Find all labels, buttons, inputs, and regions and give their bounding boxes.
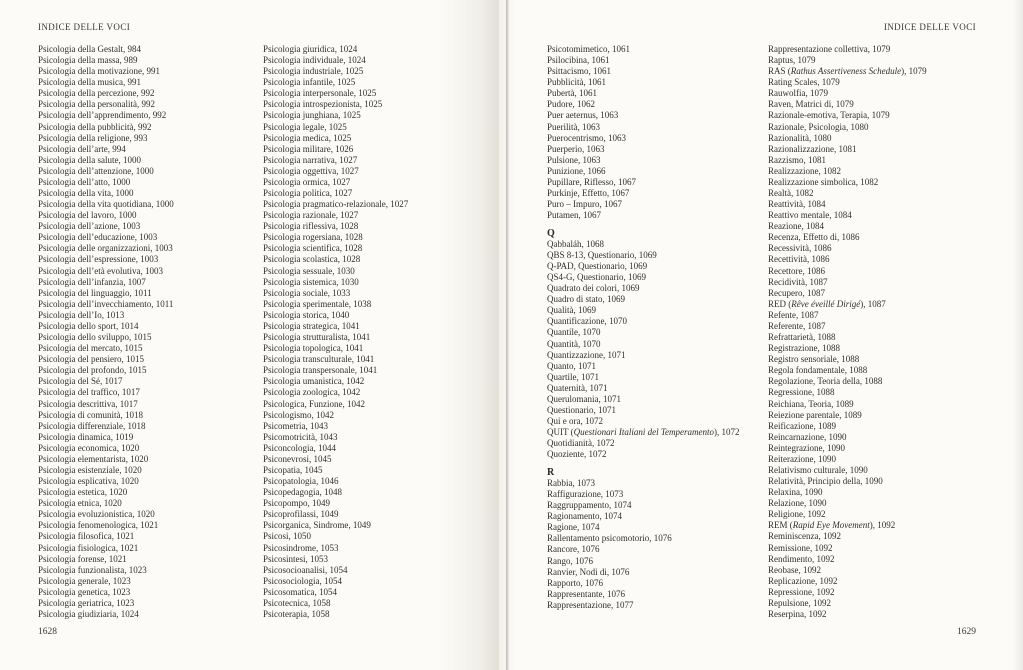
- index-entry: Recettore, 1086: [768, 265, 825, 276]
- index-entry: Psicologia di comunità, 1018: [38, 409, 143, 420]
- index-entry: Quantificazione, 1070: [547, 316, 627, 327]
- index-entry: Realizzazione simbolica, 1082: [768, 176, 879, 187]
- index-entry: Psicologia della personalità, 992: [38, 99, 155, 110]
- index-entry: Quartile, 1071: [547, 371, 599, 382]
- index-entry: Psicologia esplicativa, 1020: [38, 476, 139, 487]
- index-entry: Quantile, 1070: [547, 327, 601, 338]
- index-entry: Ragione, 1074: [547, 522, 600, 533]
- index-entry: Rappresentazione, 1077: [547, 599, 634, 610]
- index-entry: Psicologia della vita quotidiana, 1000: [38, 199, 174, 210]
- index-entry: Refente, 1087: [768, 309, 819, 320]
- index-entry: Psicologia della salute, 1000: [38, 154, 141, 165]
- index-entry: Quantità, 1070: [547, 338, 601, 349]
- index-entry: Psicologia militare, 1026: [263, 143, 354, 154]
- index-entry: Reiezione parentale, 1089: [768, 409, 862, 420]
- index-entry: Regolazione, Teoria della, 1088: [768, 376, 883, 387]
- index-entry: Rating Scales, 1079: [768, 77, 840, 88]
- index-entry: Psicosomatica, 1054: [263, 586, 337, 597]
- index-entry: Raggruppamento, 1074: [547, 500, 632, 511]
- index-entry: Psicopompo, 1049: [263, 498, 331, 509]
- index-entry: Psicologia economica, 1020: [38, 442, 140, 453]
- index-entry: Psicologia dell’arte, 994: [38, 143, 126, 154]
- index-entry: Qualità, 1069: [547, 305, 596, 316]
- index-column-4: [768, 44, 983, 620]
- index-entry: Repressione, 1092: [768, 586, 835, 597]
- index-entry: Psicologia elementarista, 1020: [38, 453, 149, 464]
- running-head-right: INDICE DELLE VOCI: [883, 22, 976, 32]
- index-entry: Puro – Impuro, 1067: [547, 199, 622, 210]
- index-entry: Pudore, 1062: [547, 99, 595, 110]
- index-entry: Recupero, 1087: [768, 287, 825, 298]
- index-entry: Psicotomimetico, 1061: [547, 44, 630, 54]
- index-entry: Pubblicità, 1061: [547, 77, 606, 88]
- index-entry: Psicotecnica, 1058: [263, 597, 331, 608]
- index-entry: Rango, 1076: [547, 555, 593, 566]
- index-entry: Rabbia, 1073: [547, 477, 595, 488]
- index-entry: Religione, 1092: [768, 509, 826, 520]
- index-entry: Psicologia sociale, 1033: [263, 287, 351, 298]
- index-entry: Rendimento, 1092: [768, 553, 835, 564]
- index-entry: Reichiana, Teoria, 1089: [768, 398, 854, 409]
- index-entry: Psicologia dell’espressione, 1003: [38, 254, 159, 265]
- index-entry: Reincarnazione, 1090: [768, 431, 847, 442]
- index-entry: Psicologia descrittiva, 1017: [38, 398, 138, 409]
- index-entry: Reintegrazione, 1090: [768, 442, 845, 453]
- index-entry: Psicologia fisiologica, 1021: [38, 542, 139, 553]
- index-entry: Psiconcologia, 1044: [263, 442, 336, 453]
- index-entry: Psicologia riflessiva, 1028: [263, 221, 359, 232]
- index-entry: Psicologia dello sport, 1014: [38, 320, 139, 331]
- index-entry: Puerocentrismo, 1063: [547, 132, 626, 143]
- index-entry: Reazione, 1084: [768, 221, 824, 232]
- index-entry: Querulomania, 1071: [547, 393, 621, 404]
- index-entry: Raven, Matrici di, 1079: [768, 99, 854, 110]
- page-right: [499, 0, 1023, 670]
- index-entry: Psicologia rogersiana, 1028: [263, 232, 363, 243]
- index-entry: Ragionamento, 1074: [547, 511, 622, 522]
- index-entry: Punizione, 1066: [547, 165, 606, 176]
- index-entry: Psicologia sperimentale, 1038: [263, 298, 372, 309]
- index-entry: Psicologia della Gestalt, 984: [38, 44, 141, 54]
- index-entry: Realtà, 1082: [768, 188, 814, 199]
- index-entry: QBS 8-13, Questionario, 1069: [547, 249, 657, 260]
- index-entry: Psicologia dell’età evolutiva, 1003: [38, 265, 163, 276]
- index-entry: Psicologia della percezione, 992: [38, 88, 155, 99]
- index-entry: Psicologia scientifica, 1028: [263, 243, 363, 254]
- index-entry: Raffigurazione, 1073: [547, 489, 624, 500]
- index-entry: Psicologica, Funzione, 1042: [263, 398, 365, 409]
- index-entry: Psicologia dell’educazione, 1003: [38, 232, 158, 243]
- index-entry: Psicologia strutturalista, 1041: [263, 332, 371, 343]
- index-entry: Psicologia del pensiero, 1015: [38, 354, 144, 365]
- index-entry: Qui e ora, 1072: [547, 416, 603, 427]
- index-entry: Psicologia zoologica, 1042: [263, 387, 361, 398]
- index-entry: Quoziente, 1072: [547, 449, 607, 460]
- index-entry: Psicologia esistenziale, 1020: [38, 464, 142, 475]
- index-entry: Reificazione, 1089: [768, 420, 836, 431]
- index-entry: Pubertà, 1061: [547, 88, 597, 99]
- index-entry: Quadrato dei colori, 1069: [547, 283, 640, 294]
- index-entry: Psiconevrosi, 1045: [263, 453, 332, 464]
- index-entry: Psicologia della vita, 1000: [38, 188, 134, 199]
- index-entry: Psicologia estetica, 1020: [38, 487, 128, 498]
- index-entry: Reiterazione, 1090: [768, 453, 836, 464]
- index-entry: Recidività, 1087: [768, 276, 828, 287]
- index-entry: Psicologia junghiana, 1025: [263, 110, 361, 121]
- index-entry: Psicologia etnica, 1020: [38, 498, 122, 509]
- index-entry: Psicologia dinamica, 1019: [38, 431, 134, 442]
- index-entry: Psicologia dell’apprendimento, 992: [38, 110, 167, 121]
- index-entry: Reattività, 1084: [768, 199, 826, 210]
- index-entry: Replicazione, 1092: [768, 575, 838, 586]
- index-entry: RED (Rêve éveillé Dirigé), 1087: [768, 298, 886, 309]
- index-entry: Psicosindrome, 1053: [263, 542, 339, 553]
- index-entry: Psicologia introspezionista, 1025: [263, 99, 383, 110]
- index-entry: Puer aeternus, 1063: [547, 110, 619, 121]
- index-entry: Psicoterapia, 1058: [263, 608, 330, 619]
- index-entry: Reserpina, 1092: [768, 608, 827, 619]
- index-entry: Quadro di stato, 1069: [547, 294, 625, 305]
- index-entry: Razionalità, 1080: [768, 132, 832, 143]
- index-entry: Psicologia della religione, 993: [38, 132, 148, 143]
- index-entry: Psicologia geriatrica, 1023: [38, 597, 135, 608]
- index-entry: Rancore, 1076: [547, 544, 600, 555]
- index-entry: Psicologia genetica, 1023: [38, 586, 131, 597]
- index-column-2: [263, 44, 481, 620]
- index-entry: Remissione, 1092: [768, 542, 833, 553]
- index-entry: Psicoprofilassi, 1049: [263, 509, 339, 520]
- index-entry: Psicologia giuridica, 1024: [263, 44, 358, 54]
- index-entry: Puerperio, 1063: [547, 143, 605, 154]
- index-entry: Psicologia dell’Io, 1013: [38, 309, 125, 320]
- index-entry: Rapporto, 1076: [547, 577, 603, 588]
- index-entry: Psicologia umanistica, 1042: [263, 376, 365, 387]
- index-entry: Registro sensoriale, 1088: [768, 354, 860, 365]
- index-entry: Repulsione, 1092: [768, 597, 831, 608]
- index-entry: Relatività, Principio della, 1090: [768, 476, 883, 487]
- index-entry: Psicometria, 1043: [263, 420, 328, 431]
- index-entry: Psicologia della pubblicità, 992: [38, 121, 152, 132]
- running-head-left: INDICE DELLE VOCI: [38, 22, 131, 32]
- index-entry: Psicologia sistemica, 1030: [263, 276, 359, 287]
- index-entry: Psicologia industriale, 1025: [263, 66, 364, 77]
- index-entry: RAS (Rathus Assertiveness Schedule), 1079: [768, 66, 927, 77]
- index-entry: Psicologia filosofica, 1021: [38, 531, 135, 542]
- index-entry: REM (Rapid Eye Movement), 1092: [768, 520, 896, 531]
- index-entry: Qabbaláh, 1068: [547, 238, 604, 249]
- index-entry: Psicosociologia, 1054: [263, 575, 342, 586]
- index-entry: Psicopatia, 1045: [263, 464, 323, 475]
- index-entry: Psicologia del mercato, 1015: [38, 343, 143, 354]
- section-heading: R: [547, 466, 555, 478]
- index-entry: Psicologia transculturale, 1041: [263, 354, 375, 365]
- index-entry: Psicomotricità, 1043: [263, 431, 338, 442]
- index-entry: Questionario, 1071: [547, 405, 616, 415]
- index-entry: Relativismo culturale, 1090: [768, 464, 868, 475]
- index-entry: Psicorganica, Sindrome, 1049: [263, 520, 371, 531]
- index-entry: Psicosi, 1050: [263, 531, 312, 542]
- index-column-1: [38, 44, 256, 620]
- index-entry: Psicologia generale, 1023: [38, 575, 131, 586]
- index-entry: Psicologia interpersonale, 1025: [263, 88, 377, 99]
- index-entry: Psicologia dell’atto, 1000: [38, 176, 131, 187]
- index-entry: Quaternità, 1071: [547, 382, 608, 393]
- index-entry: Razionalizzazione, 1081: [768, 143, 857, 154]
- index-entry: QUIT (Questionari Italiani del Temperamento), 1072: [547, 427, 740, 438]
- index-column-3: [547, 44, 769, 611]
- index-entry: Psicologia dell’infanzia, 1007: [38, 276, 146, 287]
- index-entry: Psicologia legale, 1025: [263, 121, 347, 132]
- index-entry: Psicosintesi, 1053: [263, 553, 329, 564]
- index-entry: Psicologia medica, 1025: [263, 132, 352, 143]
- index-entry: Psicologia strategica, 1041: [263, 320, 360, 331]
- index-entry: Q-PAD, Questionario, 1069: [547, 260, 648, 271]
- index-entry: Relaxina, 1090: [768, 487, 823, 498]
- index-entry: Quotidianità, 1072: [547, 438, 615, 449]
- index-entry: Psicologia dell’attenzione, 1000: [38, 165, 154, 176]
- index-entry: Razionale, Psicologia, 1080: [768, 121, 869, 132]
- index-entry: Relazione, 1090: [768, 498, 827, 509]
- section-heading: Q: [547, 227, 555, 239]
- index-entry: Psicologia funzionalista, 1023: [38, 564, 147, 575]
- index-entry: Psicologia infantile, 1025: [263, 77, 356, 88]
- index-entry: Psicologia razionale, 1027: [263, 210, 359, 221]
- index-entry: Razionale-emotiva, Terapia, 1079: [768, 110, 890, 121]
- index-entry: Psicopatologia, 1046: [263, 476, 339, 487]
- index-entry: Regressione, 1088: [768, 387, 835, 398]
- index-entry: Psicopedagogia, 1048: [263, 487, 342, 498]
- index-entry: Psicologia giudiziaria, 1024: [38, 608, 139, 619]
- index-entry: Psicologia del traffico, 1017: [38, 387, 140, 398]
- index-entry: Puerilità, 1063: [547, 121, 600, 132]
- index-entry: Reminiscenza, 1092: [768, 531, 841, 542]
- index-entry: QS4-G, Questionario, 1069: [547, 272, 646, 283]
- index-entry: Pupillare, Riflesso, 1067: [547, 176, 636, 187]
- index-entry: Reattivo mentale, 1084: [768, 210, 852, 221]
- index-entry: Recenza, Effetto di, 1086: [768, 232, 860, 243]
- index-entry: Psicologia dell’azione, 1003: [38, 221, 141, 232]
- index-entry: Psicologia della musica, 991: [38, 77, 141, 88]
- index-entry: Psilocibina, 1061: [547, 55, 610, 66]
- index-entry: Purkinje, Effetto, 1067: [547, 188, 630, 199]
- page-left: [0, 0, 499, 670]
- index-entry: Psicologia differenziale, 1018: [38, 420, 146, 431]
- page-number-left: 1628: [38, 627, 57, 637]
- page-gutter-fold: [506, 0, 509, 670]
- index-entry: Reobase, 1092: [768, 564, 821, 575]
- index-entry: Rappresentante, 1076: [547, 588, 625, 599]
- index-entry: Rauwolfia, 1079: [768, 88, 828, 99]
- index-entry: Psicologia del profondo, 1015: [38, 365, 147, 376]
- index-entry: Psicologia scolastica, 1028: [263, 254, 361, 265]
- index-entry: Psicologia narrativa, 1027: [263, 154, 358, 165]
- index-entry: Psicologia storica, 1040: [263, 309, 350, 320]
- index-entry: Psittacismo, 1061: [547, 66, 612, 77]
- index-entry: Realizzazione, 1082: [768, 165, 841, 176]
- index-entry: Psicologia delle organizzazioni, 1003: [38, 243, 173, 254]
- index-entry: Putamen, 1067: [547, 210, 601, 221]
- index-entry: Rallentamento psicomotorio, 1076: [547, 533, 672, 544]
- index-entry: Psicologia pragmatico-relazionale, 1027: [263, 199, 409, 210]
- index-entry: Psicologia del Sé, 1017: [38, 376, 123, 387]
- page-edge-shadow: [1013, 0, 1023, 670]
- index-entry: Psicologia del lavoro, 1000: [38, 210, 137, 221]
- index-entry: Pulsione, 1063: [547, 154, 601, 165]
- index-entry: Psicologia sessuale, 1030: [263, 265, 355, 276]
- index-entry: Raptus, 1079: [768, 55, 816, 66]
- index-entry: Recettività, 1086: [768, 254, 830, 265]
- index-entry: Psicologia dell’invecchiamento, 1011: [38, 298, 174, 309]
- index-entry: Recessività, 1086: [768, 243, 832, 254]
- index-entry: Quantizzazione, 1071: [547, 349, 626, 360]
- index-entry: Psicologia transpersonale, 1041: [263, 365, 378, 376]
- index-entry: Psicologia fenomenologica, 1021: [38, 520, 159, 531]
- index-entry: Rappresentazione collettiva, 1079: [768, 44, 891, 54]
- index-entry: Psicosocioanalisi, 1054: [263, 564, 348, 575]
- index-entry: Psicologia evoluzionistica, 1020: [38, 509, 155, 520]
- index-entry: Psicologismo, 1042: [263, 409, 335, 420]
- index-entry: Referente, 1087: [768, 320, 826, 331]
- index-entry: Psicologia topologica, 1041: [263, 343, 364, 354]
- index-entry: Psicologia individuale, 1024: [263, 55, 366, 66]
- index-entry: Psicologia forense, 1021: [38, 553, 127, 564]
- page-number-right: 1629: [957, 627, 976, 637]
- index-entry: Psicologia dello sviluppo, 1015: [38, 332, 152, 343]
- index-entry: Psicologia del linguaggio, 1011: [38, 287, 152, 298]
- index-entry: Registrazione, 1088: [768, 343, 840, 354]
- index-entry: Psicologia oggettiva, 1027: [263, 165, 359, 176]
- index-entry: Refrattarietà, 1088: [768, 332, 836, 343]
- index-entry: Psicologia della massa, 989: [38, 55, 138, 66]
- index-entry: Regola fondamentale, 1088: [768, 365, 868, 376]
- index-entry: Psicologia politica, 1027: [263, 188, 353, 199]
- index-entry: Razzismo, 1081: [768, 154, 826, 165]
- index-entry: Quanto, 1071: [547, 360, 596, 371]
- index-entry: Psicologia della motivazione, 991: [38, 66, 160, 77]
- index-entry: Ranvier, Nodi di, 1076: [547, 566, 630, 577]
- index-entry: Psicologia ormica, 1027: [263, 176, 351, 187]
